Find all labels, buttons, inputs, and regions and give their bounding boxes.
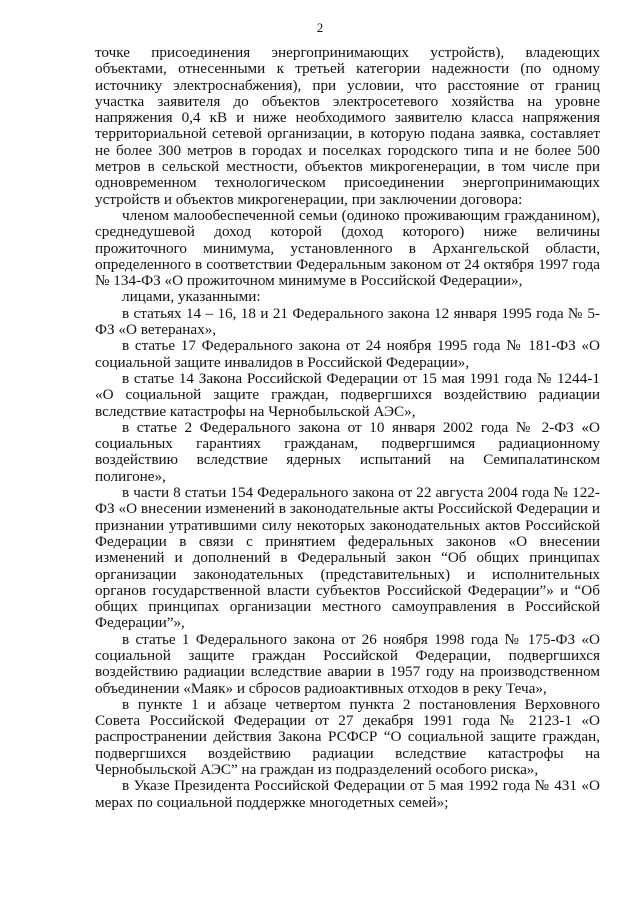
paragraph: членом малообеспеченной семьи (одиноко проживающим гражданином), среднедушевой доход которой (доход которого) ниже величины прожиточного минимума, установленного в Архангельской области, определенного в соответствии Федеральным законом от 24 октября 1997 года № 134-ФЗ «О прожиточном минимуме в Российской Федерации», <box>95 206 600 290</box>
paragraph: в статье 1 Федерального закона от 26 ноября 1998 года № 175-ФЗ «О социальной защите граждан Российской Федерации, подвергшихся воздействию радиации вследствие аварии в 1957 году на производственном объединении «Маяк» и сбросов радиоактивных отходов в реку Теча», <box>95 630 600 697</box>
document-body <box>95 45 600 811</box>
paragraph: в статье 14 Закона Российской Федерации от 15 мая 1991 года № 1244-1 «О социальной защите граждан, подвергшихся воздействию радиации вследствие катастрофы на Чернобыльской АЭС», <box>95 369 600 420</box>
paragraph: точке присоединения энергопринимающих устройств), владеющих объектами, отнесенными к третьей категории надежности (по одному источнику электроснабжения), при условии, что расстояние от границ участка заявителя до объектов электросетевого хозяйства на уровне напряжения 0,4 кВ и ниже необходимого заявителю класса напряжения территориальной сетевой организации, в которую подана заявка, составляет не более 300 метров в городах и поселках городского типа и не более 500 метров в сельской местности, объектов микрогенерации, в том числе при одновременном технологическом присоединении энергопринимающих устройств и объектов микрогенерации, при заключении договора: <box>95 44 600 208</box>
paragraph: в Указе Президента Российской Федерации от 5 мая 1992 года № 431 «О мерах по социальной поддержке многодетных семей»; <box>95 777 600 811</box>
paragraph: в статье 17 Федерального закона от 24 ноября 1995 года № 181-ФЗ «О социальной защите инвалидов в Российской Федерации», <box>95 337 600 371</box>
paragraph: в пункте 1 и абзаце четвертом пункта 2 постановления Верховного Совета Российской Федерации от 27 декабря 1991 года № 2123-1 «О распространении действия Закона РСФСР “О социальной защите граждан, подвергшихся воздействию радиации вследствие катастрофы на Чернобыльской АЭС” на граждан из подразделений особого риска», <box>95 695 600 779</box>
paragraph: в статье 2 Федерального закона от 10 января 2002 года № 2-ФЗ «О социальных гарантиях гражданам, подвергшимся радиационному воздействию вследствие ядерных испытаний на Семипалатинском полигоне», <box>95 418 600 485</box>
page-number: 2 <box>316 20 324 35</box>
paragraph: в статьях 14 – 16, 18 и 21 Федерального закона 12 января 1995 года № 5-ФЗ «О ветеранах», <box>95 304 600 339</box>
paragraph: в части 8 статьи 154 Федерального закона от 22 августа 2004 года № 122-ФЗ «О внесении изменений в законодательные акты Российской Федерации и признании утратившими силу некоторых законодательных актов Российской Федерации в связи с принятием федеральных законов «О внесении изменений и дополнений в Федеральный закон “Об общих принципах организации законодательных (представительных) и исполнительных органов государственной власти субъектов Российской Федерации”» и “Об общих принципах организации местного самоуправления в Российской Федерации”», <box>95 484 600 632</box>
paragraph: лицами, указанными: <box>122 288 261 306</box>
